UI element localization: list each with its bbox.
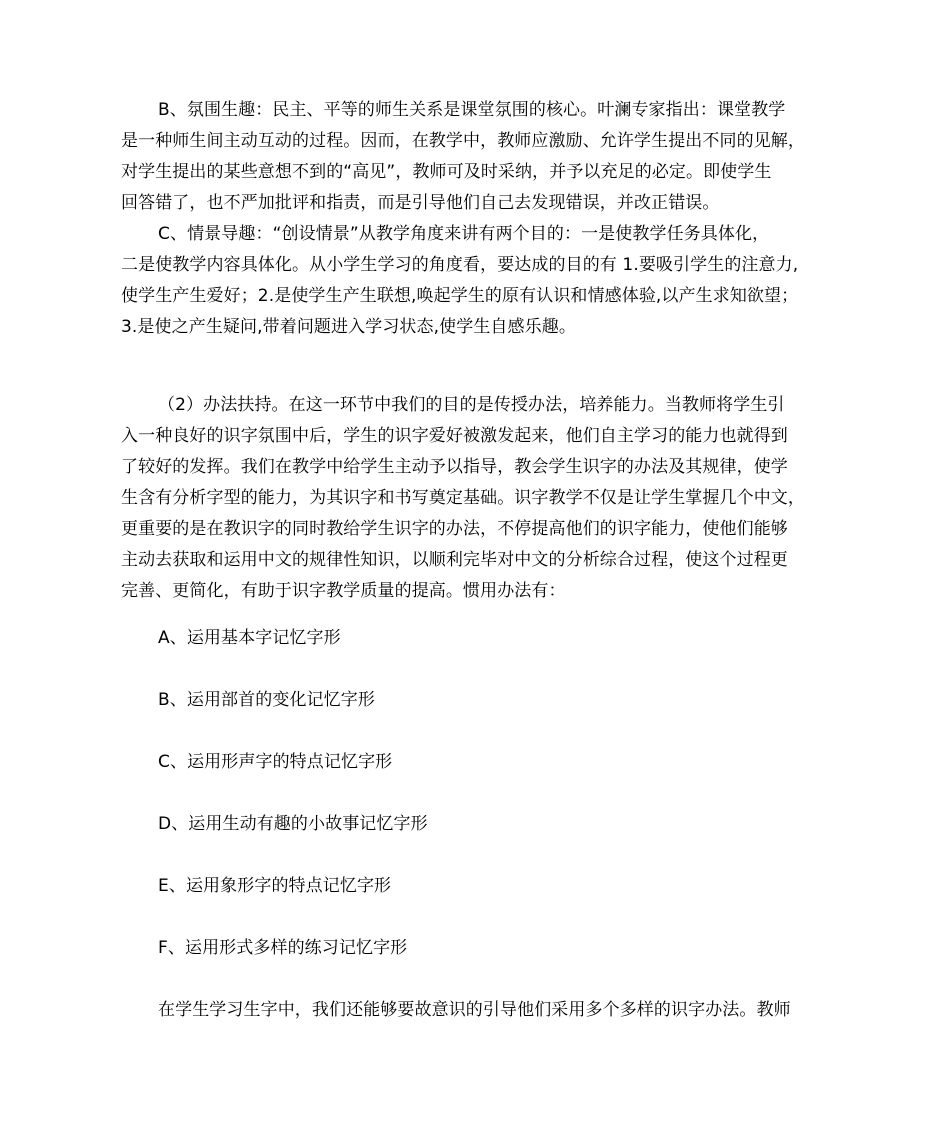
paragraph-scenario — [121, 219, 831, 343]
paragraph-line: 主动去获取和运用中文的规律性知识，以顺利完毕对中文的分析综合过程，使这个过程更 — [121, 550, 788, 570]
paragraph-line: 入一种良好的识字氛围中后，学生的识字爱好被激发起来，他们自主学习的能力也就得到 — [121, 426, 788, 446]
method-list-item — [121, 809, 831, 840]
paragraph-line: 使学生产生爱好；2.是使学生产生联想,唤起学生的原有认识和情感体验,以产生求知欲望； — [121, 286, 799, 306]
paragraph-line: 了较好的发挥。我们在教学中给学生主动予以指导，教会学生识字的办法及其规律，使学 — [121, 457, 788, 477]
paragraph-line: 3.是使之产生疑问,带着问题进入学习状态,使学生自感乐趣。 — [121, 317, 576, 337]
method-list-item — [121, 685, 831, 716]
list-item: A、运用基本字记忆字形 — [158, 628, 341, 648]
method-list-item — [121, 747, 831, 778]
list-item: B、运用部首的变化记忆字形 — [158, 690, 375, 710]
method-list-item — [121, 871, 831, 902]
paragraph-line: 二是使教学内容具体化。从小学生学习的角度看，要达成的目的有 1.要吸引学生的注意力, — [121, 255, 799, 275]
list-item: D、运用生动有趣的小故事记忆字形 — [158, 814, 428, 834]
method-list-item — [121, 933, 831, 964]
paragraph-line: 是一种师生间主动互动的过程。因而，在教学中，教师应激励、允许学生提出不同的见解， — [121, 131, 805, 151]
paragraph-line: 生含有分析字型的能力，为其识字和书写奠定基础。识字教学不仅是让学生掌握几个中文， — [121, 488, 805, 508]
paragraph-line: 在学生学习生字中，我们还能够要故意识的引导他们采用多个多样的识字办法。教师 — [158, 1000, 791, 1020]
paragraph-line: 回答错了，也不严加批评和指责，而是引导他们自己去发现错误，并改正错误。 — [121, 193, 720, 213]
paragraph-line: 更重要的是在教识字的同时教给学生识字的办法，不停提高他们的识字能力，使他们能够 — [121, 519, 788, 539]
paragraph-line: （2）办法扶持。在这一环节中我们的目的是传授办法，培养能力。当教师将学生引 — [158, 395, 785, 415]
paragraph-line: B、氛围生趣：民主、平等的师生关系是课堂氛围的核心。叶澜专家指出：课堂教学 — [158, 100, 786, 120]
paragraph-line: 对学生提出的某些意想不到的“高见”，教师可及时采纳，并予以充足的必定。即使学生 — [121, 162, 772, 182]
paragraph-closing — [121, 995, 831, 1026]
list-item: C、运用形声字的特点记忆字形 — [158, 752, 393, 772]
paragraph-method — [121, 390, 831, 607]
list-item: E、运用象形字的特点记忆字形 — [158, 876, 392, 896]
paragraph-line: C、情景导趣：“创设情景”从教学角度来讲有两个目的：一是使教学任务具体化， — [158, 224, 770, 244]
list-item: F、运用形式多样的练习记忆字形 — [158, 938, 408, 958]
paragraph-line: 完善、更简化，有助于识字教学质量的提高。惯用办法有： — [121, 581, 566, 601]
paragraph-atmosphere — [121, 95, 831, 219]
method-list-item — [121, 623, 831, 654]
